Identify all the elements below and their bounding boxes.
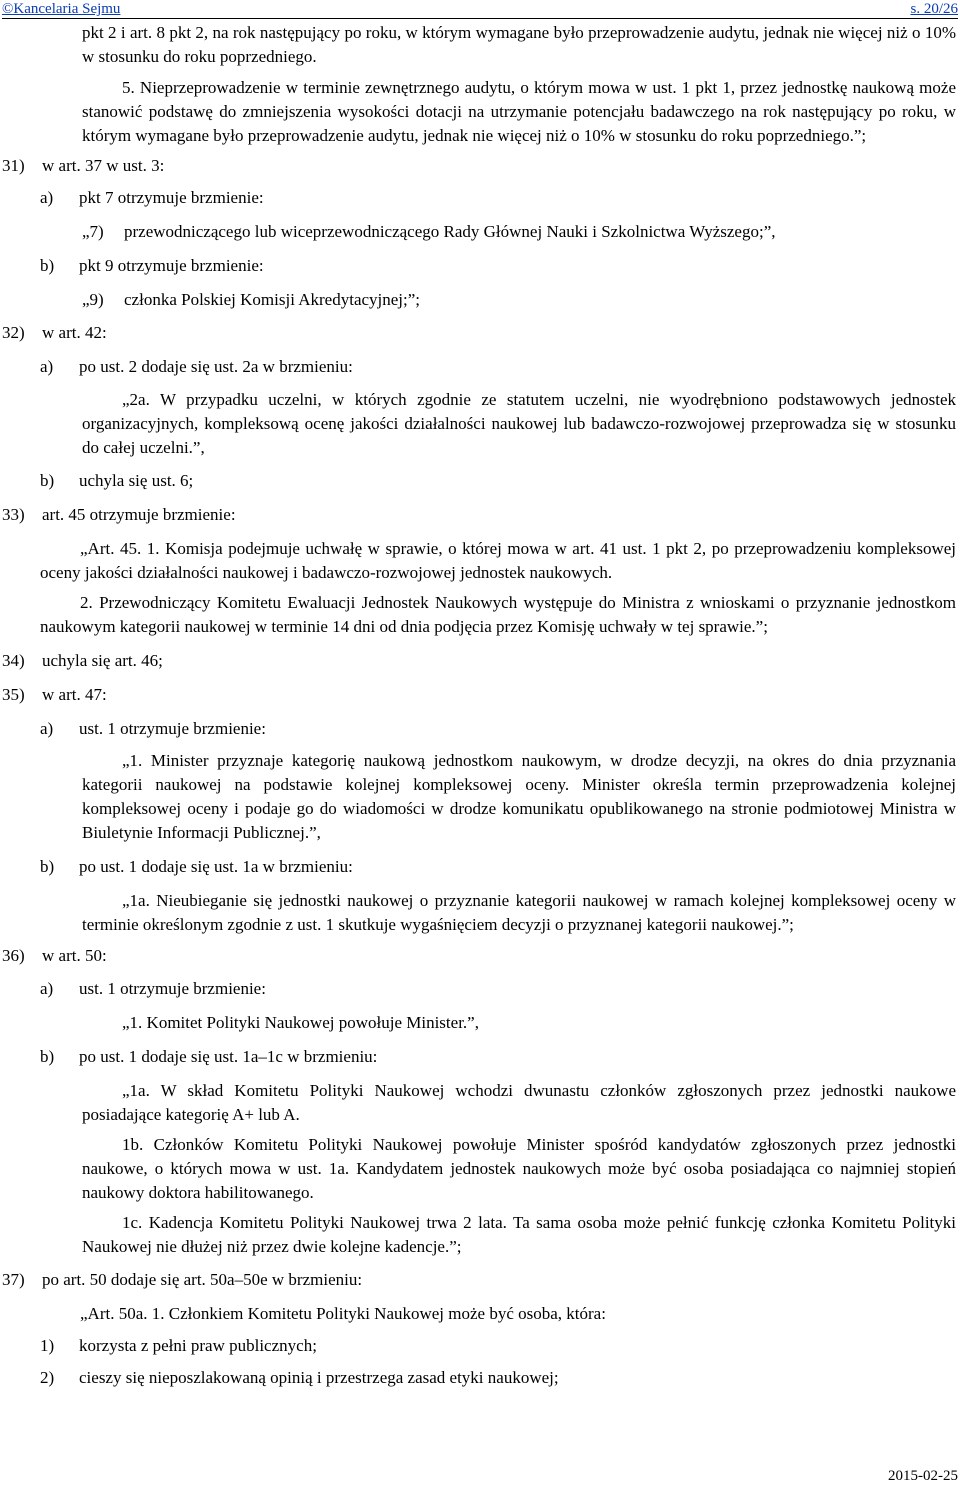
point-37 bbox=[0, 1268, 960, 1292]
point-36 bbox=[0, 944, 960, 968]
quoted-art-50-ust-1c: 1c. Kadencja Komitetu Polityki Naukowej trwa 2 lata. Ta sama osoba może pełnić funkcję członka Komitetu Polityki Naukowej nie dłużej niż przez dwie kolejne kadencje.”; bbox=[82, 1213, 956, 1256]
point-34 bbox=[0, 649, 960, 673]
point-35 bbox=[0, 683, 960, 707]
point-32 bbox=[0, 321, 960, 345]
page-number-link[interactable]: s. 20/26 bbox=[910, 1, 958, 17]
quoted-art-50a: „Art. 50a. 1. Członkiem Komitetu Polityki Naukowej może być osoba, która: bbox=[80, 1304, 606, 1323]
subpoint-letter: b) bbox=[40, 1047, 55, 1066]
quoted-art-50-ust-1: „1. Komitet Polityki Naukowej powołuje Minister.”, bbox=[122, 1013, 479, 1032]
subpoint-text: pkt 7 otrzymuje brzmienie: bbox=[79, 188, 264, 207]
subpoint-31b bbox=[0, 254, 960, 278]
point-number: 35) bbox=[2, 685, 25, 704]
point-31 bbox=[0, 154, 960, 178]
subpoint-36a bbox=[0, 977, 960, 1001]
point-number: 31) bbox=[2, 156, 25, 175]
paragraph-ust-5: 5. Nieprzeprowadzenie w terminie zewnętrznego audytu, o którym mowa w ust. 1 pkt 1, przez jednostkę naukową może stanowić podstawę do zmniejszenia wysokości dotacji na utrzymanie potencjału badawczego na rok następujący po roku, w którym wymagane było przeprowadzenie audytu, jednak nie więcej niż o 10% w stosunku do roku poprzedniego.”; bbox=[82, 78, 956, 145]
point-text: po art. 50 dodaje się art. 50a–50e w brzmieniu: bbox=[42, 1270, 363, 1289]
quoted-pkt-9 bbox=[0, 288, 960, 312]
point-text: w art. 47: bbox=[42, 685, 107, 704]
subpoint-text: ust. 1 otrzymuje brzmienie: bbox=[79, 979, 266, 998]
point-number: 32) bbox=[2, 323, 25, 342]
quoted-art-47-ust-1: „1. Minister przyznaje kategorię naukową jednostkom naukowym, w drodze decyzji, na okres do dnia przyznania kategorii naukowej na podstawie kolejnej kompleksowej oceny. Minister określa termin przeprowadzenia kolejnej kompleksowej oceny i podaje go do wiadomości w drodze komunikatu opublikowanego na stronie podmiotowej Ministra w Biuletynie Informacji Publicznej.”, bbox=[82, 751, 956, 842]
list-number: 1) bbox=[40, 1336, 55, 1355]
subpoint-36b bbox=[0, 1045, 960, 1069]
subpoint-text: ust. 1 otrzymuje brzmienie: bbox=[79, 719, 266, 738]
subpoint-letter: a) bbox=[40, 719, 54, 738]
subpoint-text: uchyla się ust. 6; bbox=[79, 471, 194, 490]
point-33 bbox=[0, 503, 960, 527]
subpoint-letter: b) bbox=[40, 256, 55, 275]
quoted-text: członka Polskiej Komisji Akredytacyjnej;”; bbox=[124, 290, 421, 309]
quoted-art-45-ust-1: „Art. 45. 1. Komisja podejmuje uchwałę w sprawie, o której mowa w art. 41 ust. 1 pkt 2, po przeprowadzeniu kompleksowej oceny jakości działalności naukowej i badawczo-rozwojowej jednostek naukowych. bbox=[40, 539, 956, 582]
subpoint-32b bbox=[0, 469, 960, 493]
subpoint-35a bbox=[0, 717, 960, 741]
page-header bbox=[2, 0, 958, 19]
quoted-art-45-ust-2: 2. Przewodniczący Komitetu Ewaluacji Jednostek Naukowych występuje do Ministra z wnioskami o przyznanie jednostkom naukowym kategorii naukowej w terminie 14 dni od dnia podjęcia przez Komisję uchwały w tej sprawie.”; bbox=[40, 593, 956, 636]
quoted-art-50-ust-1b: 1b. Członków Komitetu Polityki Naukowej powołuje Minister spośród kandydatów zgłoszonych przez jednostki naukowe, o których mowa w ust. 1a. Kandydatem jednostek naukowych może być osoba posiadająca co najmniej stopień naukowy doktora habilitowanego. bbox=[82, 1135, 956, 1202]
subpoint-letter: a) bbox=[40, 188, 54, 207]
quoted-number: „7) bbox=[82, 222, 104, 241]
point-text: w art. 50: bbox=[42, 946, 107, 965]
document-body bbox=[0, 18, 960, 1390]
list-text: cieszy się nieposzlakowaną opinią i przestrzega zasad etyki naukowej; bbox=[79, 1368, 559, 1387]
subpoint-letter: a) bbox=[40, 979, 54, 998]
point-text: w art. 42: bbox=[42, 323, 107, 342]
list-item-2 bbox=[0, 1366, 960, 1390]
point-number: 36) bbox=[2, 946, 25, 965]
point-number: 33) bbox=[2, 505, 25, 524]
paragraph-continuation: pkt 2 i art. 8 pkt 2, na rok następujący po roku, w którym wymagane było przeprowadzenie audytu, jednak nie więcej niż o 10% w stosunku do roku poprzedniego. bbox=[82, 23, 956, 66]
subpoint-text: po ust. 1 dodaje się ust. 1a w brzmieniu: bbox=[79, 857, 353, 876]
list-number: 2) bbox=[40, 1368, 55, 1387]
point-number: 37) bbox=[2, 1270, 25, 1289]
subpoint-letter: b) bbox=[40, 857, 55, 876]
list-text: korzysta z pełni praw publicznych; bbox=[79, 1336, 317, 1355]
subpoint-text: pkt 9 otrzymuje brzmienie: bbox=[79, 256, 264, 275]
subpoint-35b bbox=[0, 855, 960, 879]
subpoint-text: po ust. 1 dodaje się ust. 1a–1c w brzmieniu: bbox=[79, 1047, 378, 1066]
subpoint-letter: a) bbox=[40, 357, 54, 376]
point-text: uchyla się art. 46; bbox=[42, 651, 163, 670]
footer-date: 2015-02-25 bbox=[888, 1468, 958, 1484]
kancelaria-sejmu-link[interactable]: ©Kancelaria Sejmu bbox=[2, 1, 121, 17]
point-number: 34) bbox=[2, 651, 25, 670]
quoted-ust-2a: „2a. W przypadku uczelni, w których zgodnie ze statutem uczelni, nie wyodrębniono podstawowych jednostek organizacyjnych, kompleksową ocenę jakości działalności naukowej lub badawczo-rozwojowej przeprowadza się w stosunku do całej uczelni.”, bbox=[82, 390, 956, 457]
quoted-art-47-ust-1a: „1a. Nieubieganie się jednostki naukowej o przyznanie kategorii naukowej w ramach kolejnej kompleksowej oceny w terminie określonym zgodnie z ust. 1 skutkuje wygaśnięciem decyzji o przyznanej kategorii naukowej.”; bbox=[82, 891, 956, 934]
point-text: w art. 37 w ust. 3: bbox=[42, 156, 165, 175]
quoted-number: „9) bbox=[82, 290, 104, 309]
subpoint-32a bbox=[0, 355, 960, 379]
subpoint-31a bbox=[0, 186, 960, 210]
point-text: art. 45 otrzymuje brzmienie: bbox=[42, 505, 236, 524]
quoted-text: przewodniczącego lub wiceprzewodniczącego Rady Głównej Nauki i Szkolnictwa Wyższego;”, bbox=[124, 222, 776, 241]
list-item-1 bbox=[0, 1334, 960, 1358]
quoted-art-50-ust-1a: „1a. W skład Komitetu Polityki Naukowej wchodzi dwunastu członków zgłoszonych przez jednostki naukowe posiadające kategorię A+ lub A. bbox=[82, 1081, 956, 1124]
quoted-pkt-7 bbox=[0, 220, 960, 244]
subpoint-letter: b) bbox=[40, 471, 55, 490]
subpoint-text: po ust. 2 dodaje się ust. 2a w brzmieniu: bbox=[79, 357, 353, 376]
